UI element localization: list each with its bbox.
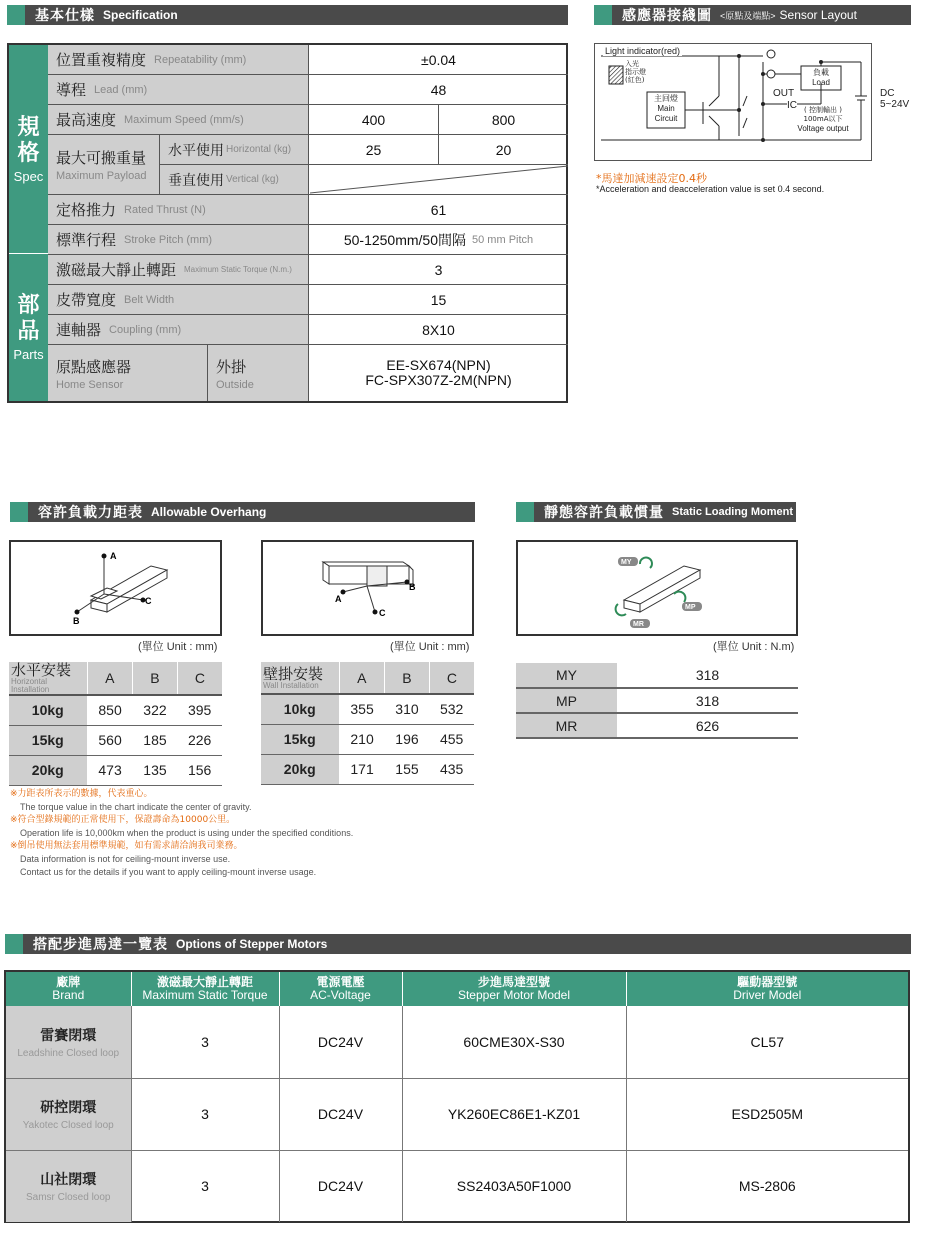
note-en: Operation life is 10,000km when the product is using under the specified conditions. [20,828,354,838]
static-torque-value: 3 [308,255,568,285]
header-accent [516,502,534,522]
table-row [6,1006,908,1078]
main-circuit-en1: Main [657,104,675,113]
label-zh: 定格推力 [56,201,117,219]
cell-c: 455 [429,724,474,754]
col-b: B [133,662,178,695]
dc-text: DC [880,88,895,99]
static-moment-table [516,663,798,739]
table-row [6,1150,908,1222]
brand-cell [6,1078,131,1150]
overhang-header-zh: 容許負載力距表 [38,505,143,521]
label-zh: 最高速度 [56,111,117,129]
label-en: Maximum Payload [56,170,147,182]
moment-header-en: Static Loading Moment [672,506,793,518]
label-en: Lead (mm) [94,83,148,96]
moment-key: MR [516,713,617,738]
table-row [261,754,474,784]
stepper-motors-table [4,970,910,1223]
spec-row-label [48,225,308,255]
label-zh: 最大可搬重量 [56,149,147,167]
wall-install-picture [261,540,474,636]
payload-h-value-1: 25 [308,135,438,165]
label-zh: 位置重複精度 [56,51,147,69]
control-output-zh: ( 控制輸出 ) [804,106,842,114]
header-accent [594,5,612,25]
cell-c: 395 [177,695,222,725]
sensor-header-sub: <原點及端點> [720,10,776,21]
label-en: Coupling (mm) [109,323,182,336]
unit-label-wall: (單位 Unit : mm) [390,641,470,653]
header-accent [5,934,23,954]
label-en: Belt Width [124,293,175,306]
horizontal-install-picture [9,540,222,636]
sensor-model-1: EE-SX674(NPN) [386,357,491,373]
cell-b: 155 [385,754,430,784]
wall-overhang-table [261,662,474,785]
moment-key: MP [516,688,617,713]
label-en: Vertical (kg) [226,174,279,185]
stroke-value-en: 50 mm Pitch [472,233,534,246]
speed-value-1: 400 [308,105,438,135]
spec-row-label [48,285,308,315]
moment-actuator-drawing [518,542,796,634]
header-en: Maximum Static Torque [142,988,268,1002]
brand-en: Samsr Closed loop [26,1192,111,1204]
weight-cell: 20kg [9,755,87,785]
voltage-output: Voltage output [797,124,849,133]
weight-cell: 20kg [261,754,339,784]
cell-b: 196 [385,724,430,754]
unit-label-moment: (單位 Unit : N.m) [713,641,795,653]
load-zh: 負載 [813,68,829,77]
note-en: The torque value in the chart indicate the center of gravity. [20,802,252,812]
weight-cell: 15kg [9,725,87,755]
spec-row-label [48,75,308,105]
side-spec-en: Spec [13,168,44,184]
label-c: C [145,596,152,606]
accel-note-en [596,184,824,194]
weight-cell: 10kg [9,695,87,725]
side-parts-en: Parts [13,347,44,362]
col-c: C [429,662,474,694]
label-a: A [110,551,117,561]
label-zh: 皮帶寬度 [56,291,117,309]
label-zh: 原點感應器 [56,357,132,376]
overhang-header-en: Allowable Overhang [151,505,267,519]
table-row [516,713,798,738]
note-en: Data information is not for ceiling-mount inverse use. [20,854,231,864]
motors-section-header [5,934,911,954]
moment-header-zh: 靜態容許負載慣量 [544,505,664,521]
header-en: Brand [52,988,85,1002]
spec-table [7,43,568,403]
home-sensor-sub-label [208,345,308,401]
asterisk: * [596,172,602,185]
header-brand [6,972,131,1006]
lead-value: 48 [308,75,568,105]
spec-row-label [48,255,308,285]
cell-a: 210 [339,724,385,754]
label-en: Maximum Speed (mm/s) [124,113,244,126]
motors-table [6,972,908,1222]
load-en: Load [812,78,830,87]
brand-zh: 山社閉環 [40,1172,97,1189]
cell-a: 850 [87,695,133,725]
sensor-section-header [594,5,911,25]
overhang-notes [10,788,353,879]
side-parts-char2: 品 [17,319,40,344]
header-zh: 步進馬達型號 [477,975,550,989]
torque-cell: 3 [131,1006,279,1078]
asterisk: * [596,184,600,194]
moment-value: 626 [617,713,798,738]
label-zh: 水平使用 [168,142,224,159]
note-zh: ※倒吊使用無法套用標準規範，如有需求請洽詢我司業務。 [10,841,243,851]
payload-vertical-label [160,165,308,195]
label-zh: 激磁最大靜止轉距 [56,261,177,279]
diagonal-line [310,165,568,194]
in-light-label [625,60,646,84]
sensor-layout-diagram [594,43,872,161]
label-zh: 連軸器 [56,321,102,339]
table-row [516,663,798,688]
brand-en: Leadshine Closed loop [17,1047,120,1059]
sensor-header-zh: 感應器接綫圖 [622,8,712,24]
header-accent [10,502,28,522]
horizontal-overhang-table [9,662,222,786]
belt-width-value: 15 [308,285,568,315]
motors-header-en: Options of Stepper Motors [176,937,328,951]
label-b: B [409,582,416,592]
out-label: OUT [773,88,795,99]
header-en: Driver Model [733,988,802,1002]
moment-key: MY [516,663,617,688]
in-light-line: (紅色) [625,76,645,84]
home-sensor-value [308,345,568,401]
spec-row-label [48,315,308,345]
cell-c: 532 [429,694,474,724]
control-output-limit: 100mA以下 [803,115,843,123]
spec-row-label [48,195,308,225]
cell-c: 226 [177,725,222,755]
table-row [9,695,222,725]
brand-zh: 雷賽閉環 [40,1027,97,1044]
torque-cell: 3 [131,1150,279,1222]
in-light-line: 指示燈 [625,68,646,76]
cell-b: 135 [133,755,178,785]
main-circuit-zh: 主回燈 [654,94,678,103]
table-header-row [261,662,474,694]
accel-note-zh-text: 馬達加減速設定0.4秒 [601,172,707,185]
driver-model-cell: CL57 [626,1006,908,1078]
moment-value: 318 [617,663,798,688]
payload-label [48,135,160,195]
label-zh: 垂直使用 [168,172,224,189]
label-a: A [335,594,342,604]
motors-header-zh: 搭配步進馬達一覽表 [33,937,168,953]
label-en: Repeatability (mm) [154,53,247,66]
col-a: A [87,662,133,695]
label-zh: 標準行程 [56,231,117,249]
label-en: Horizontal (kg) [226,144,292,155]
table-row [6,1078,908,1150]
table-row [261,724,474,754]
main-circuit-label [647,94,685,124]
side-parts-char1: 部 [17,293,40,318]
table-header-row [9,662,222,695]
speed-value-2: 800 [438,105,568,135]
header-voltage [279,972,402,1006]
weight-cell: 10kg [261,694,339,724]
col-c: C [177,662,222,695]
payload-h-value-2: 20 [438,135,568,165]
repeatability-value: ±0.04 [308,45,568,75]
label-en: Home Sensor [56,378,124,391]
header-driver-model [626,972,908,1006]
table-header-row [6,972,908,1006]
note-zh: ※力距表所表示的數據，代表重心。 [10,789,153,799]
parts-side-label [9,254,48,401]
stroke-value-text: 50-1250mm/50間隔 [343,231,467,248]
brand-en: Yakotec Closed loop [22,1120,114,1131]
payload-vertical-empty [308,165,568,195]
cell-b: 310 [385,694,430,724]
dc-label [880,88,909,110]
motor-model-cell: 60CME30X-S30 [402,1006,626,1078]
sensor-model-2: FC-SPX307Z-2M(NPN) [365,372,512,388]
header-en: Stepper Motor Model [457,988,571,1002]
spec-section-header [7,5,568,25]
voltage-cell: DC24V [279,1006,402,1078]
cell-c: 435 [429,754,474,784]
label-en: Outside [216,378,254,391]
spec-side-label [9,45,48,254]
cell-b: 185 [133,725,178,755]
driver-model-cell: ESD2505M [626,1078,908,1150]
label-en: Maximum Static Torque (N.m.) [184,265,292,274]
cell-a: 473 [87,755,133,785]
motor-model-cell: YK260EC86E1-KZ01 [402,1078,626,1150]
home-sensor-label [48,345,208,401]
brand-cell [6,1150,131,1222]
moment-section-header [516,502,796,522]
brand-zh: 研控閉環 [40,1100,97,1116]
moment-value: 318 [617,688,798,713]
note-en: Contact us for the details if you want to apply ceiling-mount inverse usage. [20,867,317,877]
label-en: Stroke Pitch (mm) [124,233,213,246]
corner-cell [261,662,339,694]
label-zh: 外掛 [216,357,247,376]
side-spec-char1: 規 [17,114,40,140]
brand-cell [6,1006,131,1078]
spec-row-label [48,105,308,135]
unit-label-horizontal: (單位 Unit : mm) [138,641,218,653]
header-motor-model [402,972,626,1006]
thrust-value: 61 [308,195,568,225]
table-row [516,688,798,713]
header-zh: 廠牌 [56,975,81,989]
corner-zh: 壁掛安裝 [263,664,324,683]
corner-en: Wall Installation [263,680,319,690]
label-mr: MR [633,621,644,628]
header-zh: 電源電壓 [316,975,365,989]
load-box-label [801,68,841,88]
label-en: Rated Thrust (N) [124,203,206,216]
accel-note-en-text: Acceleration and deacceleration value is set 0.4 second. [599,184,825,194]
voltage-cell: DC24V [279,1078,402,1150]
motor-model-cell: SS2403A50F1000 [402,1150,626,1222]
spec-header-en: Specification [103,8,178,22]
table-row [261,694,474,724]
cell-a: 171 [339,754,385,784]
label-zh: 導程 [56,81,87,99]
corner-en: Horizontal Installation [11,677,50,694]
header-zh: 激磁最大靜止轉距 [156,975,253,989]
horizontal-actuator-drawing [11,542,220,634]
header-zh: 驅動器型號 [737,975,798,989]
wall-actuator-drawing [263,542,472,634]
main-circuit-en2: Circuit [654,114,678,123]
label-mp: MP [685,604,696,611]
dc-voltage: 5~24V [880,99,910,110]
cell-a: 560 [87,725,133,755]
label-b: B [73,616,80,626]
label-my: MY [621,559,632,566]
table-row [9,755,222,785]
light-indicator-label: Light indicator(red) [605,46,681,56]
voltage-cell: DC24V [279,1150,402,1222]
cell-b: 322 [133,695,178,725]
cell-a: 355 [339,694,385,724]
spec-header-zh: 基本仕樣 [35,8,95,24]
stroke-value [308,225,568,255]
spec-row-label [48,45,308,75]
cell-c: 156 [177,755,222,785]
table-row [9,725,222,755]
note-zh: ※符合型錄規範的正常使用下，保證壽命為10000公里。 [10,815,236,825]
col-a: A [339,662,385,694]
header-accent [7,5,25,25]
control-output-label [787,106,859,133]
sensor-header-en: Sensor Layout [779,8,857,22]
header-torque [131,972,279,1006]
coupling-value: 8X10 [308,315,568,345]
corner-cell [9,662,87,695]
side-spec-char2: 格 [17,140,40,166]
driver-model-cell: MS-2806 [738,1178,796,1195]
weight-cell: 15kg [261,724,339,754]
payload-horizontal-label [160,135,308,165]
col-b: B [385,662,430,694]
corner-zh: 水平安裝 [11,661,72,679]
torque-cell: 3 [131,1078,279,1150]
static-moment-picture [516,540,798,636]
header-en: AC-Voltage [310,988,371,1002]
overhang-section-header [10,502,475,522]
label-c: C [379,608,386,618]
in-light-line: 入光 [625,60,639,68]
ic-label: IC [787,100,797,111]
